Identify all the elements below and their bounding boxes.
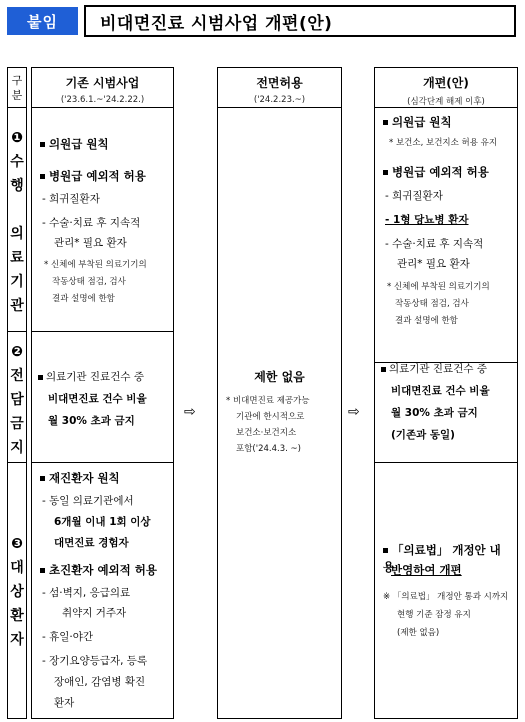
existing-column-header [32, 68, 173, 108]
existing-face-to-face: 대면진료 경험자 [54, 537, 129, 549]
reform-ratio-line2: 비대면진료 건수 비율 [391, 385, 490, 397]
category-2-char: 지 [10, 440, 24, 456]
existing-note-line1: * 신체에 부착된 의료기기의 [44, 260, 147, 270]
existing-post-surgery-line1: - 수술·치료 후 지속적 [42, 217, 141, 229]
category-3-char: 대 [10, 560, 24, 576]
reform-medical-law-line2: 반영하여 개편 [391, 563, 462, 577]
existing-column-title: 기존 시범사업 [65, 76, 140, 90]
existing-remote-area-line1: - 섬·벽지, 응급의료 [42, 587, 131, 599]
existing-long-term-care-line3: 환자 [54, 697, 75, 709]
category-1-char: 기 [10, 274, 24, 290]
existing-revisit-principle: 재진환자 원칙 [40, 470, 167, 487]
existing-note-line2: 작동상태 점검, 검사 [52, 277, 126, 287]
reform-type1-diabetes: - 1형 당뇨병 환자 [385, 214, 469, 226]
reform-law-note-line3: (제한 없음) [397, 628, 440, 638]
existing-long-term-care-line2: 장애인, 감염병 확진 [54, 676, 146, 688]
existing-post-surgery-line2: 관리* 필요 환자 [54, 237, 127, 249]
category-2-label [8, 340, 26, 460]
reform-law-note-line2: 현행 기준 잠정 유지 [397, 610, 471, 620]
full-column-period: ('24.2.23.~) [253, 95, 306, 105]
category-3-number: ❸ [11, 536, 23, 552]
reform-ratio-line1: 의료기관 진료건수 중 [381, 360, 511, 378]
reform-column-period: (심각단계 해제 이후) [407, 97, 485, 107]
reform-note-line1: * 신체에 부착된 의료기기의 [387, 282, 490, 292]
existing-clinic-principle: 의원급 원칙 [40, 136, 167, 153]
category-3-char: 자 [10, 632, 24, 648]
existing-note-line3: 결과 설명에 한함 [52, 294, 115, 304]
reform-ratio-line4: (기존과 동일) [391, 429, 455, 441]
existing-ratio-line2: 비대면진료 건수 비율 [48, 393, 147, 405]
category-column [7, 67, 27, 719]
existing-long-term-care-line1: - 장기요양등급자, 등록 [42, 655, 148, 667]
category-header-line1: 구 [11, 73, 23, 87]
existing-same-institution: - 동일 의료기관에서 [42, 495, 134, 507]
reform-post-surgery-line1: - 수술·치료 후 지속적 [385, 238, 484, 250]
category-1-label [8, 126, 26, 318]
category-2-char: 금 [10, 416, 24, 432]
reform-law-note-line1: ※ 「의료법」 개정안 통과 시까지 [383, 592, 509, 602]
existing-holiday-night: - 휴일·야간 [42, 631, 94, 643]
existing-first-visit-exception: 초진환자 예외적 허용 [40, 562, 167, 579]
reform-column-title: 개편(안) [423, 76, 469, 90]
existing-six-months: 6개월 이내 1회 이상 [54, 516, 151, 528]
category-2-char: 담 [10, 392, 24, 408]
existing-remote-area-line2: 취약지 거주자 [62, 607, 127, 619]
category-3-char: 상 [10, 584, 24, 600]
arrow-right-icon: ⇨ [348, 404, 360, 420]
reform-health-center-note: * 보건소, 보건지소 허용 유지 [389, 138, 498, 148]
reform-rare-disease: - 희귀질환자 [385, 190, 443, 202]
reform-note-line2: 작동상태 점검, 검사 [395, 299, 469, 309]
existing-ratio-line3: 월 30% 초과 금지 [48, 415, 135, 427]
reform-note-line3: 결과 설명에 한함 [395, 316, 458, 326]
category-1-char: 료 [10, 250, 24, 266]
reform-proposal-column [374, 67, 518, 719]
attachment-badge: 붙임 [7, 7, 78, 35]
reform-ratio-line3: 월 30% 초과 금지 [391, 407, 478, 419]
reform-clinic-principle: 의원급 원칙 [383, 114, 511, 131]
existing-rare-disease: - 희귀질환자 [42, 193, 100, 205]
no-restriction-text: 제한 없음 [254, 370, 305, 384]
reform-column-header [375, 68, 517, 108]
existing-pilot-column [31, 67, 174, 719]
full-note-line1: * 비대면진료 제공가능 [226, 396, 310, 406]
arrow-right-icon: ⇨ [184, 404, 196, 420]
existing-column-period: ('23.6.1.~'24.2.22.) [60, 95, 145, 105]
full-allowance-column [217, 67, 342, 719]
category-1-char: 관 [10, 298, 24, 314]
category-header [8, 68, 26, 108]
full-note-line3: 보건소·보건지소 [236, 428, 297, 438]
reform-post-surgery-line2: 관리* 필요 환자 [397, 258, 470, 270]
full-note-line2: 기관에 한시적으로 [236, 412, 305, 422]
full-column-header [218, 68, 341, 108]
existing-hospital-exception: 병원급 예외적 허용 [40, 168, 167, 185]
document-title: 비대면진료 시범사업 개편(안) [84, 5, 516, 37]
category-1-char: 의 [10, 226, 24, 242]
category-1-number: ❶ [11, 130, 23, 146]
category-2-number: ❷ [11, 344, 23, 360]
reform-medical-law-line1: 「의료법」 개정안 내용 [383, 543, 501, 574]
full-column-title: 전면허용 [256, 76, 303, 90]
reform-hospital-exception: 병원급 예외적 허용 [383, 164, 511, 181]
category-3-label [8, 532, 26, 652]
category-2-char: 전 [10, 368, 24, 384]
category-1-char: 행 [10, 178, 24, 194]
category-1-char: 수 [10, 154, 24, 170]
existing-ratio-line1: 의료기관 진료건수 중 [38, 368, 167, 386]
category-header-line2: 분 [11, 88, 23, 102]
category-3-char: 환 [10, 608, 24, 624]
full-note-line4: 포함('24.4.3. ~) [236, 444, 301, 454]
